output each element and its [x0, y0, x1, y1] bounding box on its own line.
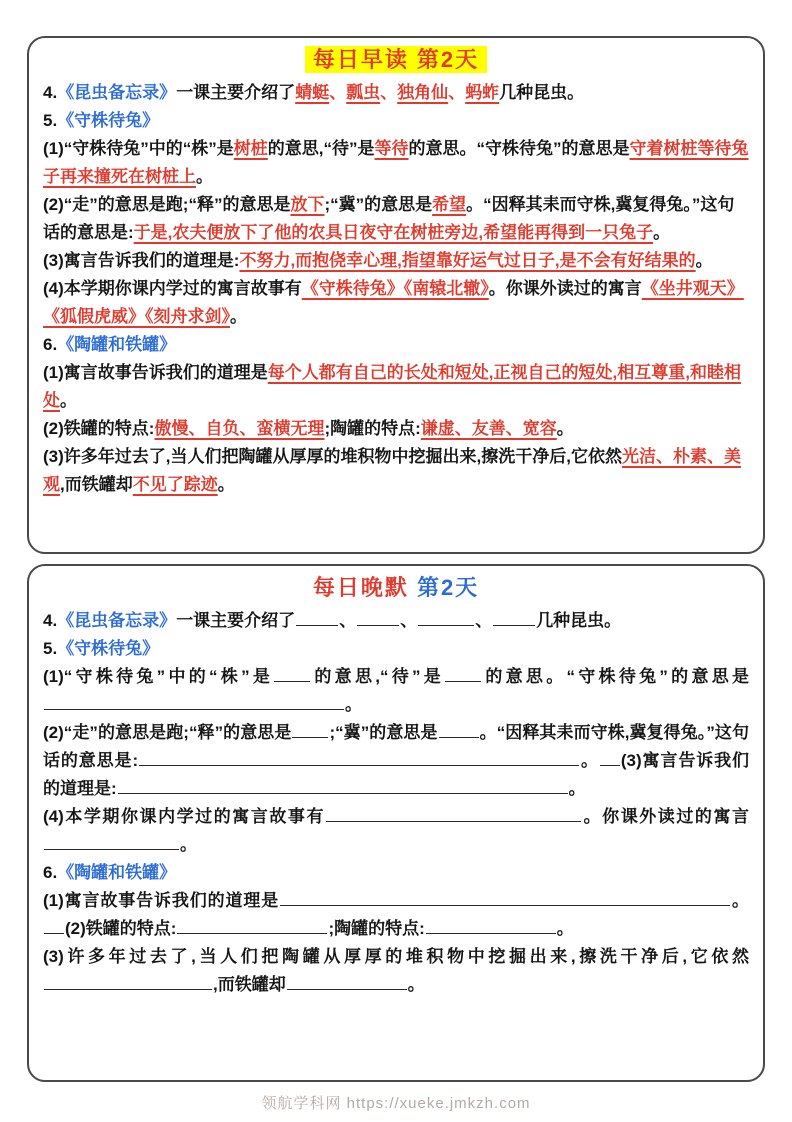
question-paragraph — [43, 79, 749, 107]
text-segment: 的意思,“待”是 — [311, 667, 445, 686]
text-segment: (2)铁罐的特点: — [43, 419, 155, 438]
text-segment: 守着树桩等待兔子再来撞死在树桩上 — [43, 139, 749, 186]
text-segment: 4. — [43, 611, 58, 630]
fill-in-blank — [600, 751, 620, 766]
text-segment: 6. — [43, 335, 58, 354]
question-paragraph — [43, 359, 749, 415]
question-paragraph — [43, 887, 749, 943]
fill-in-blank — [418, 611, 474, 626]
text-segment: 第2天 — [408, 575, 480, 600]
question-paragraph — [43, 719, 749, 803]
text-segment: 《守株待兔》 — [57, 111, 160, 130]
question-paragraph — [43, 635, 749, 663]
text-segment: 。 — [580, 751, 599, 770]
text-segment: 、 — [448, 83, 466, 102]
fill-in-blank — [118, 779, 568, 794]
fill-in-blank — [445, 667, 481, 682]
text-segment: ,而铁罐却 — [213, 975, 286, 994]
text-segment: 光洁、朴素、美观 — [43, 447, 741, 494]
text-segment: 《陶罐和铁罐》 — [57, 335, 177, 354]
text-segment: (4)本学期你课内学过的寓言故事有 — [43, 807, 326, 826]
fill-in-blank — [274, 667, 310, 682]
text-segment: ;“冀”的意思是 — [329, 723, 438, 742]
text-segment: 。 — [695, 251, 713, 270]
title-highlight — [305, 46, 487, 73]
text-segment: 蜻蜓 — [295, 83, 330, 102]
fill-in-blank — [493, 611, 535, 626]
fill-in-blank — [326, 807, 581, 822]
fill-in-blank — [426, 919, 556, 934]
text-segment: 几种昆虫。 — [499, 83, 585, 102]
text-segment: (3)寓言告诉我们的道理是: — [43, 751, 749, 798]
question-paragraph — [43, 663, 749, 719]
fill-in-blank — [44, 835, 179, 850]
text-segment: 《昆虫备忘录》 — [57, 611, 177, 630]
text-segment: (2)“走”的意思是跑;“释”的意思是 — [43, 195, 291, 214]
text-segment: 放下 — [290, 195, 325, 214]
text-segment: 。 — [653, 223, 671, 242]
text-segment: 傲慢、自负、蛮横无理 — [154, 419, 325, 438]
text-segment: 《陶罐和铁罐》 — [57, 863, 177, 882]
question-paragraph — [43, 135, 749, 191]
text-segment: 。 — [568, 779, 586, 798]
text-segment: 。 — [230, 307, 247, 326]
question-paragraph — [43, 607, 749, 635]
question-paragraph — [43, 107, 749, 135]
text-segment: 一课主要介绍了 — [176, 83, 296, 102]
text-segment: 。“因释其耒而守株,冀复得兔。”这句话的意思是: — [43, 723, 749, 770]
text-segment: (2)铁罐的特点: — [65, 919, 177, 938]
text-segment: 。 — [407, 975, 425, 994]
fill-in-blank — [44, 975, 212, 990]
text-segment: 5. — [43, 111, 58, 130]
text-segment: 、 — [400, 611, 418, 630]
morning-reading-card — [27, 36, 765, 554]
text-segment: 、 — [475, 611, 493, 630]
question-paragraph — [43, 443, 749, 499]
question-paragraph — [43, 247, 749, 275]
text-segment: 《守株待兔》《南辕北辙》 — [301, 279, 489, 298]
text-segment: (3)许多年过去了,当人们把陶罐从厚厚的堆积物中挖掘出来,擦洗干净后,它依然 — [43, 447, 622, 466]
fill-in-blank — [44, 695, 344, 710]
text-segment: 。 — [556, 919, 574, 938]
text-segment: 、 — [339, 611, 357, 630]
fill-in-blank — [44, 919, 64, 934]
text-segment: 的意思。“守株待兔”的意思是 — [482, 667, 749, 686]
text-segment: 。你课外读过的寓言 — [582, 807, 750, 826]
text-segment: 几种昆虫。 — [536, 611, 622, 630]
fill-in-blank — [292, 723, 328, 738]
text-segment: (3)许多年过去了,当人们把陶罐从厚厚的堆积物中挖掘出来,擦洗干净后,它依然 — [43, 947, 749, 966]
text-segment: 每个人都有自己的长处和短处,正视自己的短处,相互尊重,和睦相处 — [43, 363, 741, 410]
text-segment: 。 — [731, 891, 749, 910]
text-segment: 5. — [43, 639, 58, 658]
text-segment: 。 — [217, 475, 235, 494]
text-segment: 《昆虫备忘录》 — [57, 83, 177, 102]
text-segment: 的意思。“守株待兔”的意思是 — [408, 139, 630, 158]
question-paragraph — [43, 415, 749, 443]
text-segment: 树桩 — [233, 139, 268, 158]
text-segment: (1)“守株待兔”中的“株”是 — [43, 139, 234, 158]
text-segment: 每日早读 第2天 — [312, 47, 480, 72]
text-segment: 一课主要介绍了 — [176, 611, 296, 630]
text-segment: 独角仙 — [397, 83, 449, 102]
question-paragraph — [43, 859, 749, 887]
text-segment: (1)寓言故事告诉我们的道理是 — [43, 891, 280, 910]
section-title-morning — [43, 44, 749, 76]
question-paragraph — [43, 191, 749, 247]
text-segment: ;陶罐的特点: — [324, 419, 421, 438]
text-segment: 等待 — [374, 139, 409, 158]
text-segment: (1)寓言故事告诉我们的道理是 — [43, 363, 268, 382]
text-segment: (1)“守株待兔”中的“株”是 — [43, 667, 274, 686]
text-segment: 。 — [345, 695, 362, 714]
question-paragraph — [43, 803, 749, 859]
text-segment: 、 — [380, 83, 398, 102]
fill-in-blank — [139, 751, 579, 766]
text-segment: 不努力,而抱侥幸心理,指望靠好运气过日子,是不会有好结果的 — [239, 251, 696, 270]
text-segment: 希望 — [432, 195, 467, 214]
text-segment: (3)寓言告诉我们的道理是: — [43, 251, 240, 270]
text-segment: 谦虚、友善、宽容 — [420, 419, 557, 438]
fill-in-blank — [177, 919, 327, 934]
text-segment: 每日晚默 — [312, 575, 409, 600]
text-segment: (2)“走”的意思是跑;“释”的意思是 — [43, 723, 292, 742]
fill-in-blank — [287, 975, 407, 990]
question-paragraph — [43, 943, 749, 999]
text-segment: ;陶罐的特点: — [328, 919, 425, 938]
text-segment: 。“因释其耒而守株,冀复得兔。”这句话的意思是: — [43, 195, 735, 242]
text-segment: 蚂蚱 — [465, 83, 500, 102]
fill-in-blank — [357, 611, 399, 626]
text-segment: 。 — [196, 167, 213, 186]
text-segment: 。 — [180, 835, 197, 854]
question-paragraph — [43, 331, 749, 359]
footer-watermark: 领航学科网 https://xueke.jmkzh.com — [261, 1095, 531, 1112]
text-segment: 、 — [329, 83, 347, 102]
text-segment: 于是,农夫便放下了他的农具日夜守在树桩旁边,希望能再得到一只兔子 — [133, 223, 654, 242]
fill-in-blank — [439, 723, 479, 738]
text-segment: 。你课外读过的寓言 — [488, 279, 642, 298]
text-segment: 《坐井观天》《狐假虎威》《刻舟求剑》 — [43, 279, 744, 326]
text-segment: 的意思,“待”是 — [267, 139, 375, 158]
title-text — [313, 575, 479, 600]
text-segment: 。 — [556, 419, 574, 438]
fill-in-blank — [280, 891, 730, 906]
text-segment: 不见了踪迹 — [132, 475, 218, 494]
text-segment: 6. — [43, 863, 58, 882]
question-paragraph — [43, 275, 749, 331]
text-segment: ,而铁罐却 — [60, 475, 133, 494]
text-segment: 瓢虫 — [346, 83, 381, 102]
text-segment: 。 — [60, 391, 77, 410]
text-segment: (4)本学期你课内学过的寓言故事有 — [43, 279, 302, 298]
text-segment: ;“冀”的意思是 — [324, 195, 433, 214]
evening-dictation-card — [27, 564, 765, 1082]
text-segment: 4. — [43, 83, 58, 102]
section-title-evening — [43, 572, 749, 604]
fill-in-blank — [296, 611, 338, 626]
text-segment: 《守株待兔》 — [57, 639, 160, 658]
